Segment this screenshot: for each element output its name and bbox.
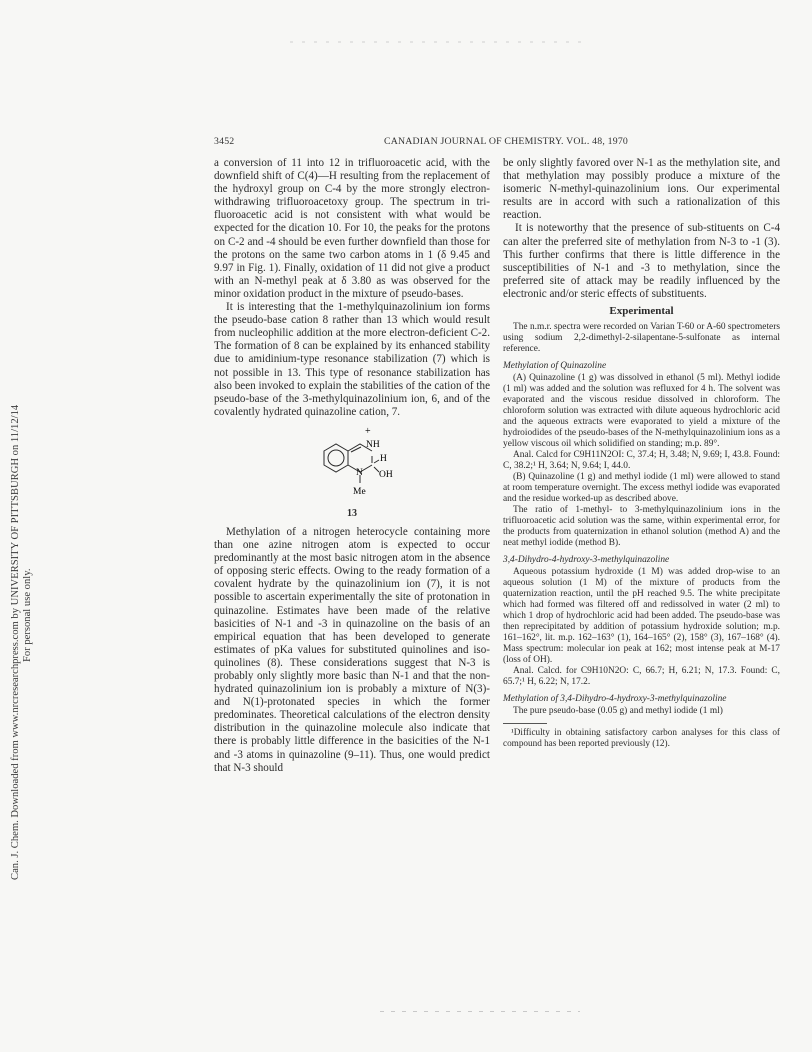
- left-column: [214, 157, 490, 775]
- n-label: N: [356, 467, 363, 478]
- paragraph: The ratio of 1-methyl- to 3-methylquinazolinium ions in the trifluoroacetic acid solution was the same, within experimental error, for the products from quaternization in ethanol solution (method A) and the neat methyl iodide (method B).: [503, 505, 780, 549]
- download-notice: Can. J. Chem. Downloaded from www.nrcresearchpress.com by UNIVERSITY OF PITTSBURGH on 11/12/14: [10, 404, 21, 880]
- compound-number: 13: [347, 507, 357, 519]
- paragraph: a conversion of 11 into 12 in trifluoroacetic acid, with the downfield shift of C(4)—H resulting from the replacement of the hydroxyl group on C-4 by the more strongly electron-withdrawing trifluoroacetoxy group. The spectrum in tri-fluoroacetic acid is not consistent with what would be expected for the dication 10. For 10, the peaks for the protons on C-2 and -4 should be even further downfield than those for the protons on the same two carbon atoms in 1 (δ 9.45 and 9.97 in Fig. 1). Finally, oxidation of 11 did not give a product with an N-methyl peak at δ 3.80 as was observed for the minor oxidation product in the mixture of pseudo-bases.: [214, 157, 490, 300]
- paragraph: The pure pseudo-base (0.05 g) and methyl iodide (1 ml): [513, 706, 723, 717]
- paragraph: Aqueous potassium hydroxide (1 M) was added drop-wise to an aqueous solution (1 M) of the mixture of products from the quaternization reaction, until the pH reached 9.5. The white precipitate which had formed was filtered off and redissolved in water (2 ml) to which 1 drop of hydrochloric acid had been added. The pseudo-base was then reprecipitated by addition of potassium hydroxide solution; m.p. 161–162°, lit. m.p. 162–163° (1), 164–165° (2), 158° (3), 167–168° (4). Mass spectrum: molecular ion peak at 162; most intense peak at M-17 (loss of OH).: [503, 567, 780, 666]
- subsection-heading: Methylation of 3,4-Dihydro-4-hydroxy-3-methylquinazoline: [503, 694, 727, 705]
- paragraph: It is noteworthy that the presence of sub-stituents on C-4 can alter the preferred site of methylation from N-3 to -1 (3). This further confirms that there is little difference in the susceptibilities of N-1 and -3 to methylation, since the preferred site of attack may be readily influenced by the electronic and/or steric effects of substituents.: [503, 222, 780, 300]
- plus-charge: +: [365, 425, 371, 437]
- subsection-heading: Methylation of Quinazoline: [503, 361, 607, 372]
- h-label: H: [380, 453, 387, 464]
- running-header: [214, 136, 779, 150]
- footnote: ¹Difficulty in obtaining satisfactory carbon analyses for this class of compound has been reported previously (12).: [503, 727, 780, 748]
- paragraph: be only slightly favored over N-1 as the methylation site, and that methylation may possibly produce a mixture of the isomeric N-methyl-quinazolinium ions. Our experimental results are in accord with such a rationalization of this reaction.: [503, 157, 780, 222]
- paragraph: The n.m.r. spectra were recorded on Varian T-60 or A-60 spectrometers using sodium 2,2-dimethyl-2-silapentane-5-sulfonate as internal reference.: [503, 322, 780, 355]
- scan-artifact: [290, 40, 590, 44]
- paragraph: Methylation of a nitrogen heterocycle containing more than one azine nitrogen atom is expected to occur predominantly at the most basic nitrogen atom in the absence of opposing steric effects. Owing to the ready formation of a covalent hydrate by the quinazolinium ion (7), it is not possible to ascertain experimentally the site of protonation in quinazoline. Estimates have been made of the relative basicities of N-1 and -3 in quinazoline on the basis of an empirical equation that has been developed to generate estimates of pKa values for substituted quinolines and iso-quinolines (8). These considerations suggest that N-3 is probably only slightly more basic than N-1 and that the non-hydrated quinazolinium ion is probably a mixture of N(3)- and N(1)-protonated species in which the former predominates. Theoretical calculations of the electron density distribution in the quinazoline molecule also indicate that there is probably little difference in the basicities of the N-1 and -3 atoms in quinazoline (9–11). Thus, one would predict that N-3 should: [214, 525, 490, 774]
- structure-drawing: [310, 423, 400, 503]
- scan-artifact: [380, 1010, 580, 1013]
- paragraph: (A) Quinazoline (1 g) was dissolved in ethanol (5 ml). Methyl iodide (1 ml) was added and the solution was refluxed for 4 h. The solvent was evaporated and the viscous residue dissolved in chloroform. The chloroform solution was extracted with dilute aqueous hydrochloric acid and the aqueous extracts were evaporated to yield a mixture of the hydroiodides of the pseudo-bases of the N-methylquinazolinium ions as a yellow viscous oil which solidified on standing; m.p. 89°.: [503, 373, 780, 450]
- page-number: 3452: [214, 136, 235, 147]
- chemical-structure-13: [214, 423, 490, 505]
- analysis-line: Anal. Calcd for C9H11N2OI: C, 37.4; H, 3.48; N, 9.69; I, 43.8. Found: C, 38.2;¹ H, 3.64; N, 9.64; I, 44.0.: [503, 450, 780, 472]
- journal-running-title: CANADIAN JOURNAL OF CHEMISTRY. VOL. 48, 1970: [384, 136, 629, 147]
- experimental-section: [503, 322, 780, 749]
- paragraph: (B) Quinazoline (1 g) and methyl iodide (1 ml) were allowed to stand at room temperature overnight. The excess methyl iodide was evaporated and the residue worked-up as described above.: [503, 472, 780, 505]
- analysis-line: Anal. Calcd. for C9H10N2O: C, 66.7; H, 6.21; N, 17.3. Found: C, 65.7;¹ H, 6.22; N, 17.2.: [503, 666, 780, 688]
- footnote-rule: [503, 723, 547, 724]
- paragraph: It is interesting that the 1-methylquinazolinium ion forms the pseudo-base cation 8 rather than 13 which would result from nucleophilic addition at the more electron-deficient C-2. The formation of 8 can be explained by its enhanced stability due to amidinium-type resonance stabilization (7) which is not possible in 13. This type of resonance stabilization has also been invoked to explain the stabilities of the cation of the pseudo-base of the 3-methylquinazolinium ion, 6, and of the covalently hydrated quinazoline cation, 7.: [214, 301, 490, 418]
- personal-use-notice: For personal use only.: [22, 568, 33, 662]
- me-label: Me: [353, 486, 366, 497]
- subsection-heading: 3,4-Dihydro-4-hydroxy-3-methylquinazoline: [503, 555, 670, 566]
- section-heading-experimental: Experimental: [609, 305, 674, 318]
- right-column: [503, 157, 780, 749]
- download-watermark: [0, 0, 40, 1052]
- nh-label: NH: [366, 439, 380, 450]
- oh-label: OH: [379, 469, 393, 480]
